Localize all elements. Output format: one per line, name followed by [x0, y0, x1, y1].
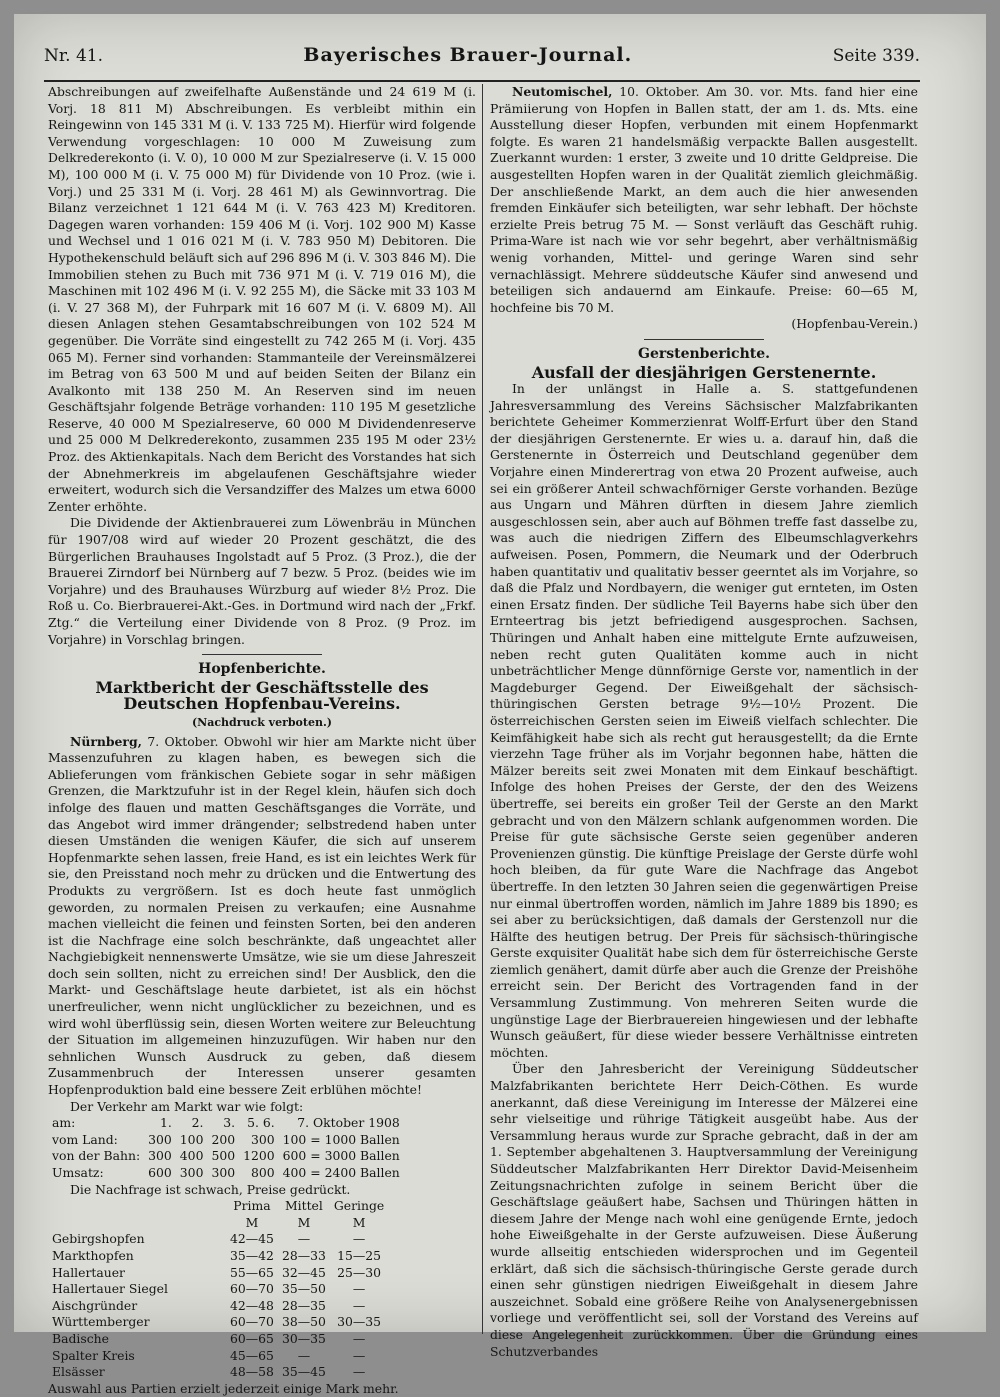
price-row	[48, 1265, 388, 1282]
table-cell: Gebirgshopfen	[52, 1231, 145, 1247]
traffic-table	[48, 1115, 412, 1181]
table-cell: M	[245, 1214, 259, 1230]
table-cell: Hallertauer	[52, 1264, 125, 1280]
table-cell: 48—58	[230, 1364, 274, 1380]
table-cell	[48, 1198, 226, 1215]
table-cell: 7. Oktober 1908	[297, 1115, 400, 1131]
market-report-heading: Marktbericht der Geschäftsstelle des Deutschen Hopfenbau-Vereins.	[95, 677, 429, 714]
table-cell: 60—70	[230, 1281, 274, 1297]
table-cell: Prima	[233, 1198, 271, 1214]
table-cell	[404, 1148, 412, 1165]
table-cell: —	[352, 1297, 366, 1313]
price-header-row	[48, 1215, 388, 1232]
table-cell: 100	[179, 1131, 204, 1147]
hopfenbau-signature: (Hopfenbau-Verein.)	[791, 316, 918, 332]
table-cell: Badische	[52, 1330, 109, 1346]
neutomischel-text: 10. Oktober. Am 30. vor. Mts. fand hier eine Prämiierung von Hopfen in Ballen statt, der am 1. ds. Mts. eine Ausstellung dieser Hopfen, verbunden mit einem Hopfenmarkt folgte. Es waren 21 handelsmäßig verpackte Ballen ausgestellt. Zuerkannt wurden: 1 erster, 3 zweite und 10 dritte Geldpreise. Die ausgestellten Hopfen waren in der Qualität ziemlich gleichmäßig. Der anschließende Markt, an dem auch die hier anwesenden fremden Einkäufer sich beteiligten, war sehr lebhaft. Der höchste erzielte Preis betrug 75 M. — Sonst verläuft das Geschäft ruhig. Prima-Ware ist nach wie vor sehr begehrt, aber verhältnismäßig wenig vorhanden, Mittel- und geringe Waren sind sehr vernachlässigt. Mehrere süddeutsche Käufer sind anwesend und beteiligen sich andauernd am Einkaufe. Preise: 60—65 M, hochfeine bis 70 M.	[490, 84, 918, 315]
page-number: Seite 339.	[832, 46, 920, 66]
table-cell: Hallertauer Siegel	[52, 1281, 168, 1297]
price-row	[48, 1281, 388, 1298]
table-cell: —	[297, 1231, 311, 1247]
price-row	[48, 1364, 388, 1381]
table-cell: 35—42	[230, 1247, 274, 1263]
price-header-row	[48, 1198, 388, 1215]
table-cell: 42—48	[230, 1297, 274, 1313]
table-cell: —	[352, 1281, 366, 1297]
table-cell: 600	[148, 1165, 172, 1180]
table-cell: 400	[179, 1148, 204, 1164]
table-cell: 28—33	[281, 1247, 326, 1263]
table-cell: von der Bahn:	[52, 1148, 141, 1164]
barley-paragraph-1: In der unlängst in Halle a. S. stattgefundenen Jahresversammlung des Vereins Sächsischer Malzfabrikanten berichtete Geheimer Kommerzienrat Wolff-Erfurt über den Stand der diesjährigen Gerstenernte. Er wies u. a. darauf hin, daß die Gerstenernte in Österreich und Deutschland gegenüber dem Vorjahre einen Minderertrag von etwa 20 Prozent aufweise, auch sei ein größerer Anteil schwachförniger Gerste vorhanden. Bezüge aus Ungarn und Mähren dürften in diesem Jahre ziemlich ausgeschlossen sein, aber auch auf Böhmen treffe fast dasselbe zu, was auch die niedrigen Ziffern des Elbeumschlagverkehrs aufweisen. Posen, Pommern, die Neumark und der Oderbruch haben quantitativ und qualitativ besser geerntet als im Vorjahre, so daß die Pfalz und Nordbayern, die weniger gut ernteten, im Osten einen Ersatz finden. Der südliche Teil Bayerns habe sich über den Ernteertrag bis jetzt befriedigend ausgesprochen. Sachsen, Thüringen und Anhalt haben eine mittelgute Ernte aufzuweisen, neben recht guten Qualitäten komme auch in nicht unbeträchtlicher Menge dünnförnige Gerste vor, namentlich in der Magdeburger Gegend. Der Eiweißgehalt der sächsisch-thüringischen Gersten betrage 9½—10½ Prozent. Die österreichischen Gersten seien im Eiweiß vielfach schlechter. Die Keimfähigkeit habe sich als recht gut herausgestellt; da die Ernte vierzehn Tage früher als im Vorjahr begonnen habe, hätten die Mälzer bereits seit zwei Monaten mit dem Einkauf beschäftigt. Infolge des hohen Preises der Gerste, der den des Weizens übertreffe, sei bereits ein großer Teil der Gerste an den Markt gebracht und von den Mälzern schlank aufgenommen worden. Die Preise für gute sächsische Gerste seien gegenüber anderen Provenienzen günstig. Die künftige Preislage der Gerste dürfe wohl hoch bleiben, da für gute Ware die Nachfrage das Angebot übertreffe. In den letzten 30 Jahren seien die gegenwärtigen Preise nur einmal übertroffen worden, nämlich im Jahre 1889 bis 1890; es sei aber zu berücksichtigen, daß damals der Gerstenzoll nur die Hälfte des heutigen betrug. Der Preis für sächsisch-thüringische Gerste exquisiter Qualität habe sich dem für österreichische Gerste ziemlich genähert, damit dürfe aber auch die Grenze der Preishöhe erreicht sein. Der Bericht des Vortragenden fand in der Versammlung Zustimmung. Von mehreren Seiten wurde die ungünstige Lage der Bierbrauereien hingewiesen und der lebhafte Wunsch geäußert, für diese wieder bessere Verhältnisse eintreten möchten.	[490, 381, 918, 1060]
header-rule	[44, 80, 920, 82]
table-cell: —	[352, 1364, 366, 1380]
barley-heading: Ausfall der diesjährigen Gerstenernte.	[531, 362, 877, 382]
table-cell: 45—65	[230, 1347, 274, 1363]
table-cell: 2.	[191, 1115, 204, 1131]
table-cell: 60—65	[230, 1330, 274, 1346]
table-cell	[404, 1115, 412, 1132]
table-cell	[48, 1215, 226, 1232]
table-cell: 600 = 3000 Ballen	[282, 1148, 400, 1164]
table-cell: Aischgründer	[52, 1297, 138, 1313]
table-cell	[404, 1165, 412, 1182]
table-cell: 15—25	[337, 1247, 382, 1263]
table-cell: 1200	[243, 1148, 275, 1164]
page-header	[44, 44, 920, 78]
table-cell: —	[352, 1330, 366, 1346]
place-nuernberg: Nürnberg,	[70, 733, 142, 749]
journal-title: Bayerisches Brauer-Journal.	[303, 44, 633, 66]
traffic-intro: Der Verkehr am Markt war wie folgt:	[70, 1098, 304, 1114]
traffic-row	[48, 1132, 412, 1149]
left-column	[48, 84, 476, 1397]
table-cell: Geringe	[333, 1198, 385, 1214]
table-cell: 5. 6.	[247, 1115, 275, 1131]
right-column	[490, 84, 918, 1360]
traffic-row	[48, 1148, 412, 1165]
price-row	[48, 1331, 388, 1348]
barley-paragraph-2: Über den Jahresbericht der Vereinigung Süddeutscher Malzfabrikanten berichtete Herr Deich-Cöthen. Es wurde anerkannt, daß diese Vereinigung im Interesse der Mälzerei eine sehr vielseitige und rührige Tätigkeit ausgeübt habe. Aus der Versammlung heraus wurde zur Sprache gebracht, daß in der am 1. September abgehaltenen 3. Hauptversammlung der Vereinigung Süddeutscher Malzfabrikanten Herr Direktor David-Meisenheim Zeitungsnachrichten zufolge in seinem Bericht über die Geschäftslage geäußert habe, Sachsen und Thüringen hätten in diesem Jahre der Menge nach wohl eine genügende Ernte, jedoch hohe Eiweißgehalte in der Gerste aufzuweisen. Diese Äußerung wurde allseitig entschieden widersprochen und im Gegenteil erklärt, daß sich die sächsisch-thüringische Gerste gerade durch einen sehr günstigen niedrigen Eiweißgehalt in diesem Jahre auszeichnet. Sobald eine größere Reihe von Analysenergebnissen vorliege und veröffentlicht sei, soll der Vorstand des Vereins auf diese Angelegenheit zurückkommen. Über die Gründung eines Schutzverbandes	[490, 1061, 918, 1359]
table-cell: Württemberger	[52, 1314, 150, 1330]
table-cell: 35—45	[281, 1364, 326, 1380]
table-cell: M	[352, 1214, 366, 1230]
table-cell: 300	[251, 1131, 275, 1147]
table-cell: vom Land:	[52, 1131, 118, 1147]
table-cell: 800	[251, 1165, 275, 1180]
section-hopfenberichte: Hopfenberichte.	[198, 661, 326, 678]
section-gerstenberichte: Gerstenberichte.	[637, 345, 770, 362]
table-cell: 400 = 2400 Ballen	[282, 1165, 400, 1180]
table-cell: 28—35	[281, 1297, 326, 1313]
nuernberg-text: 7. Oktober. Obwohl wir hier am Markte nicht über Massenzufuhren zu klagen haben, es bewegen sich die Ablieferungen vom fränkischen Gebiete sogar in sehr mäßigen Grenzen, die Marktzufuhr ist in der Regel klein, häufen sich doch infolge des flauen und matten Geschäftsganges die Vorräte, und das Angebot wird immer drängender; selbstredend haben unter diesen Umständen die wenigen Käufer, die sich auf unserem Hopfenmarkte sehen lassen, freie Hand, es ist ein leichtes Werk für sie, den Preisstand noch mehr zu drücken und die Entwertung des Produkts zu vergrößern. Ist es doch heute fast unmöglich geworden, zu normalen Preisen zu verkaufen; eine Ausnahme machen vielleicht die feinen und feinsten Sorten, bei den anderen ist die Nachfrage eine solch beschränkte, daß ungeachtet aller Nachgiebigkeit nennenswerte Umsätze, wie sie um diese Jahreszeit doch sein sollten, nicht zu erreichen sind! Der Ausblick, den die Markt- und Geschäftslage heute darbietet, ist als ein höchst unerfreulicher, wenn nicht unglücklicher zu bezeichnen, und es wird wohl überflüssig sein, diesen Worten weitere zur Beleuchtung der Situation im allgemeinen hinzuzufügen. Wir haben nur den sehnlichen Wunsch Ausdruck zu geben, daß diesem Zusammenbruch der Interessen unserer gesamten Hopfenproduktion bald eine bessere Zeit erblühen möchte!	[48, 733, 476, 1098]
table-cell: —	[297, 1347, 311, 1363]
issue-number: Nr. 41.	[44, 46, 103, 66]
table-cell: 32—45	[281, 1264, 326, 1280]
table-cell: 1.	[159, 1115, 172, 1131]
table-cell: Markthopfen	[52, 1247, 134, 1263]
table-cell: Elsässer	[52, 1364, 105, 1380]
table-cell: 35—50	[281, 1281, 326, 1297]
table-cell: 30—35	[337, 1314, 382, 1330]
report-paragraph-1: Abschreibungen auf zweifelhafte Außenstände und 24 619 M (i. Vorj. 18 811 M) Abschreibungen. Es verbleibt mithin ein Reingewinn von 145 331 M (i. V. 133 725 M). Hierfür wird folgende Verwendung vorgeschlagen: 10 000 M Zuweisung zum Delkrederekonto (i. V. 0), 10 000 M zur Spezialreserve (i. V. 15 000 M), 100 000 M (i. V. 75 000 M) für Dividende von 10 Proz. (wie i. Vorj.) und 25 331 M (i. Vorj. 28 461 M) als Gewinnvortrag. Die Bilanz verzeichnet 1 121 644 M (i. V. 763 423 M) Kreditoren. Dagegen waren vorhanden: 159 406 M (i. Vorj. 102 900 M) Kasse und Wechsel und 1 016 021 M (i. V. 783 950 M) Debitoren. Die Hypothekenschuld beläuft sich auf 296 896 M (i. V. 303 846 M). Die Immobilien stehen zu Buch mit 736 971 M (i. V. 719 016 M), die Maschinen mit 102 496 M (i. V. 92 255 M), die Säcke mit 33 103 M (i. V. 27 368 M), der Fuhrpark mit 16 607 M (i. V. 6809 M). All diesen Anlagen stehen Gesamtabschreibungen von 102 524 M gegenüber. Die Vorräte sind eingestellt zu 742 265 M (i. Vorj. 435 065 M). Ferner sind vorhanden: Stammanteile der Vereinsmälzerei im Betrag von 63 500 M und auf beiden Seiten der Bilanz ein Avalkonto mit 138 250 M. An Reserven sind im neuen Geschäftsjahr folgende Beträge vorhanden: 110 195 M gesetzliche Reserve, 40 000 M Spezialreserve, 60 000 M Dividendenreserve und 25 000 M Delkrederekonto, zusammen 235 195 M oder 23½ Proz. des Aktienkapitals. Nach dem Bericht des Vorstandes hat sich der Abnehmerkreis im abgelaufenen Geschäftsjahre wieder erweitert, wodurch sich die Versandziffer des Malzes um etwa 6000 Zenter erhöhte.	[48, 84, 476, 514]
table-cell: —	[352, 1231, 366, 1247]
traffic-row	[48, 1165, 412, 1182]
table-cell: 100 = 1000 Ballen	[282, 1131, 400, 1147]
table-cell: am:	[52, 1115, 76, 1131]
traffic-row	[48, 1115, 412, 1132]
table-cell: 300	[148, 1131, 172, 1147]
place-neutomischel: Neutomischel,	[512, 84, 613, 99]
table-cell: —	[352, 1347, 366, 1363]
section-rule-right	[644, 339, 764, 340]
table-cell	[404, 1132, 412, 1149]
price-table	[48, 1198, 388, 1381]
table-cell: 200	[211, 1131, 236, 1147]
table-cell: 300	[211, 1165, 236, 1180]
table-cell: 300	[179, 1165, 204, 1180]
price-row	[48, 1348, 388, 1365]
price-row	[48, 1314, 388, 1331]
demand-intro: Die Nachfrage ist schwach, Preise gedrückt.	[70, 1181, 351, 1197]
table-cell: 300	[148, 1148, 172, 1164]
table-cell: 38—50	[281, 1314, 326, 1330]
section-rule	[202, 654, 322, 655]
dividend-paragraph: Die Dividende der Aktienbrauerei zum Löwenbräu in München für 1907/08 wird auf wieder 20 Prozent geschätzt, die des Bürgerlichen Brauhauses Ingolstadt auf 5 Proz. (3 Proz.), die der Brauerei Zirndorf bei Nürnberg auf 7 bezw. 5 Proz. (beides wie im Vorjahre) und des Brauhauses Würzburg auf wieder 8½ Proz. Die Roß u. Co. Bierbrauerei-Akt.-Ges. in Dortmund wird nach der „Frkf. Ztg.“ die Verteilung einer Dividende von 8 Proz. (9 Proz. im Vorjahre) in Vorschlag bringen.	[48, 515, 476, 647]
nuernberg-paragraph	[48, 734, 476, 1099]
table-cell: Umsatz:	[52, 1165, 104, 1180]
table-cell: Mittel	[284, 1198, 323, 1214]
table-cell: 30—35	[281, 1330, 326, 1346]
table-cell: 60—70	[230, 1314, 274, 1330]
price-row	[48, 1231, 388, 1248]
price-row	[48, 1248, 388, 1265]
table-cell: Spalter Kreis	[52, 1347, 135, 1363]
table-cell: 55—65	[230, 1264, 274, 1280]
neutomischel-paragraph	[490, 84, 918, 316]
table-cell: 42—45	[230, 1231, 274, 1247]
table-cell: M	[297, 1214, 311, 1230]
table-cell: 3.	[223, 1115, 236, 1131]
newspaper-page	[14, 14, 986, 1396]
reprint-note: (Nachdruck verboten.)	[191, 715, 333, 729]
price-row	[48, 1298, 388, 1315]
table-cell: 25—30	[337, 1264, 382, 1280]
table-cell: 500	[211, 1148, 236, 1164]
final-note: Auswahl aus Partien erzielt jederzeit einige Mark mehr.	[48, 1380, 399, 1396]
column-divider	[482, 84, 483, 1334]
